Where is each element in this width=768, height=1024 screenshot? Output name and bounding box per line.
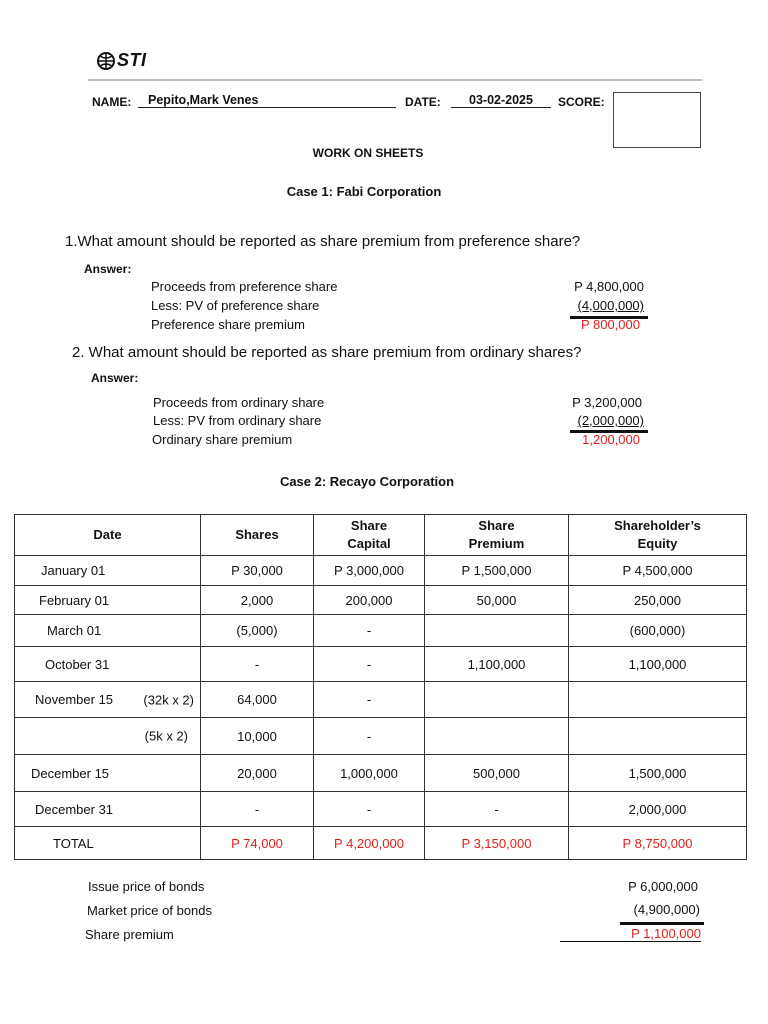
cell-capital: 1,000,000 <box>314 755 425 792</box>
table-row <box>15 556 747 586</box>
cell-capital: 200,000 <box>314 586 425 615</box>
table-row <box>15 586 747 615</box>
cell-equity: 1,100,000 <box>569 647 747 682</box>
cell-equity: P 4,500,000 <box>569 556 747 586</box>
cell-shares: 10,000 <box>201 718 314 755</box>
cell-premium <box>425 718 569 755</box>
cell-equity: 1,500,000 <box>569 755 747 792</box>
col-equity-header: Shareholder’s Equity <box>569 515 747 556</box>
cell-date <box>15 682 201 718</box>
date-label: DATE: <box>405 95 441 109</box>
col-capital-header: Share Capital <box>314 515 425 556</box>
bonds-line-2-label: Market price of bonds <box>87 903 213 918</box>
cell-total-equity: P 8,750,000 <box>569 827 747 860</box>
row-note: (32k x 2) <box>143 692 194 707</box>
bonds-line-3-label: Share premium <box>85 927 174 942</box>
table-row <box>15 755 747 792</box>
cell-date: October 31 <box>15 647 201 682</box>
cell-premium: P 1,500,000 <box>425 556 569 586</box>
q2-line-3-label: Ordinary share premium <box>152 432 293 447</box>
cell-capital: P 3,000,000 <box>314 556 425 586</box>
cell-date <box>15 718 201 755</box>
score-box[interactable] <box>613 92 701 148</box>
answer-1-label: Answer: <box>84 262 132 276</box>
case1-heading: Case 1: Fabi Corporation <box>286 184 442 199</box>
cell-premium: - <box>425 792 569 827</box>
question-1: 1.What amount should be reported as share premium from preference share? <box>65 233 581 250</box>
date-field[interactable]: 03-02-2025 <box>451 93 551 108</box>
cell-total-label: TOTAL <box>15 827 201 860</box>
cell-shares: P 30,000 <box>201 556 314 586</box>
cell-equity: 250,000 <box>569 586 747 615</box>
table-header-row <box>15 515 747 556</box>
q1-line-1-label: Proceeds from preference share <box>151 279 338 294</box>
q1-line-2-amount: (4,000,000) <box>577 298 644 313</box>
name-label: NAME: <box>92 95 132 109</box>
cell-shares: 20,000 <box>201 755 314 792</box>
cell-premium <box>425 615 569 647</box>
cell-premium: 500,000 <box>425 755 569 792</box>
q2-line-2-amount: (2,000,000) <box>577 413 644 428</box>
bonds-line-3-amount: P 1,100,000 <box>560 926 701 942</box>
cell-premium <box>425 682 569 718</box>
table-row <box>15 682 747 718</box>
q2-line-1-amount: P 3,200,000 <box>572 395 642 410</box>
cell-capital: - <box>314 682 425 718</box>
cell-premium: 50,000 <box>425 586 569 615</box>
col-premium-header: Share Premium <box>425 515 569 556</box>
q1-line-3-label: Preference share premium <box>151 317 305 332</box>
cell-date: December 31 <box>15 792 201 827</box>
cell-total-shares: P 74,000 <box>201 827 314 860</box>
q2-line-2-label: Less: PV from ordinary share <box>153 413 322 428</box>
question-2: 2. What amount should be reported as share premium from ordinary shares? <box>72 344 582 361</box>
cell-date: February 01 <box>15 586 201 615</box>
cell-equity: 2,000,000 <box>569 792 747 827</box>
cell-equity <box>569 682 747 718</box>
row-note: (5k x 2) <box>144 728 188 744</box>
case2-heading: Case 2: Recayo Corporation <box>279 474 455 489</box>
page-title: WORK ON SHEETS <box>312 146 424 160</box>
logo-text: STI <box>117 50 147 70</box>
answer-2-label: Answer: <box>91 371 139 385</box>
cell-date: March 01 <box>15 615 201 647</box>
cell-shares: - <box>201 647 314 682</box>
table-row <box>15 792 747 827</box>
cell-capital: - <box>314 647 425 682</box>
name-field[interactable]: Pepito,Mark Venes <box>138 93 396 108</box>
bonds-total-rule <box>620 922 704 925</box>
q1-line-3-amount: P 800,000 <box>580 317 640 332</box>
cell-date: January 01 <box>15 556 201 586</box>
cell-equity <box>569 718 747 755</box>
equity-table <box>14 514 747 860</box>
bonds-line-2-amount: (4,900,000) <box>633 902 700 917</box>
table-row <box>15 647 747 682</box>
table-row <box>15 718 747 755</box>
table-total-row <box>15 827 747 860</box>
table-row <box>15 615 747 647</box>
globe-icon <box>96 52 116 70</box>
q2-line-1-label: Proceeds from ordinary share <box>153 395 325 410</box>
cell-capital: - <box>314 792 425 827</box>
q1-line-2-label: Less: PV of preference share <box>151 298 320 313</box>
cell-shares: - <box>201 792 314 827</box>
col-shares-header: Shares <box>201 515 314 556</box>
cell-total-premium: P 3,150,000 <box>425 827 569 860</box>
cell-total-capital: P 4,200,000 <box>314 827 425 860</box>
cell-shares: 64,000 <box>201 682 314 718</box>
bonds-line-1-label: Issue price of bonds <box>88 879 205 894</box>
cell-equity: (600,000) <box>569 615 747 647</box>
bonds-line-1-amount: P 6,000,000 <box>628 879 698 894</box>
cell-shares: (5,000) <box>201 615 314 647</box>
q1-line-1-amount: P 4,800,000 <box>574 279 644 294</box>
row-date-text: November 15 <box>35 692 114 707</box>
cell-premium: 1,100,000 <box>425 647 569 682</box>
cell-capital: - <box>314 718 425 755</box>
score-label: SCORE: <box>558 95 605 109</box>
cell-capital: - <box>314 615 425 647</box>
cell-date: December 15 <box>15 755 201 792</box>
cell-shares: 2,000 <box>201 586 314 615</box>
q2-line-3-amount: 1,200,000 <box>582 432 640 447</box>
col-date-header: Date <box>15 515 201 556</box>
sti-logo <box>96 50 147 71</box>
header-rule <box>88 79 702 81</box>
